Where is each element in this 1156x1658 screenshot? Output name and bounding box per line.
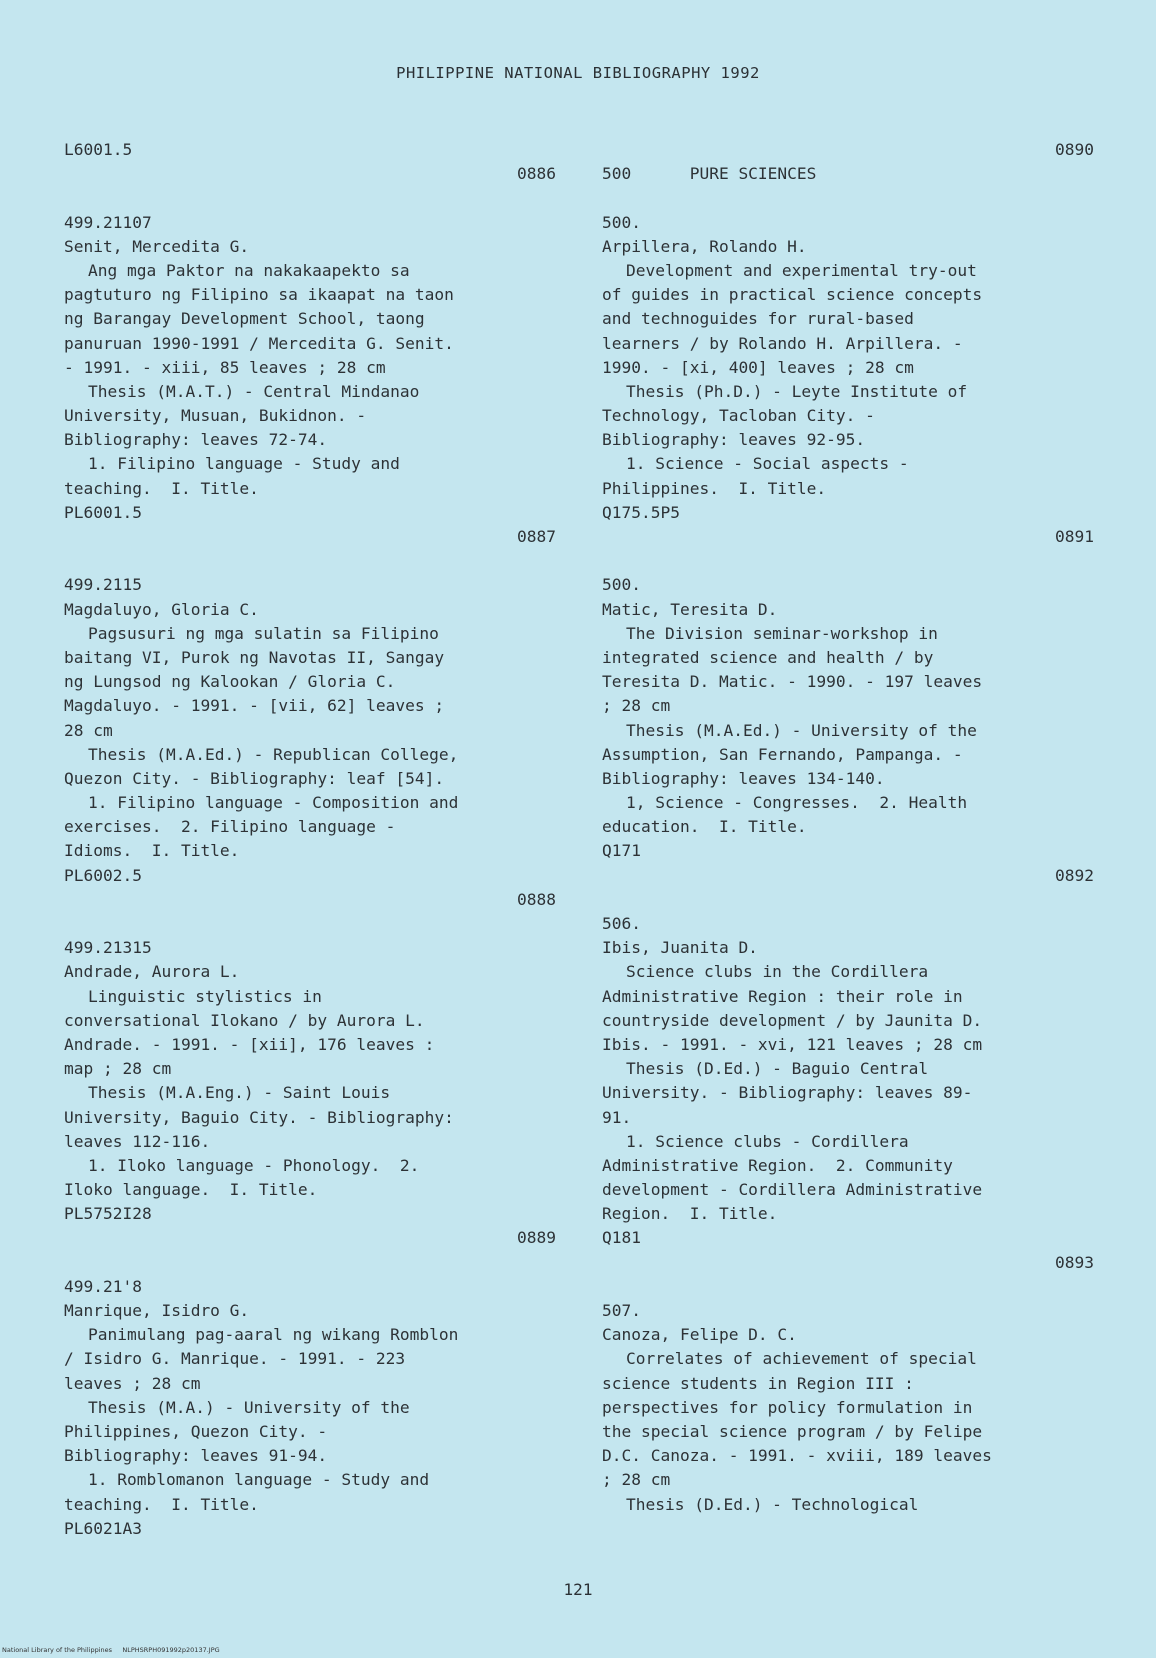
entry-line: 499.21315: [64, 938, 152, 958]
entry-line: development - Cordillera Administrative: [602, 1180, 983, 1200]
entry-number: 0890: [1055, 140, 1094, 159]
entry-line: Magdaluyo, Gloria C.: [64, 599, 259, 619]
entry-line: University. - Bibliography: leaves 89-: [602, 1083, 973, 1103]
entry-line: Thesis (M.A.Eng.) - Saint Louis: [88, 1083, 391, 1103]
entry-line: integrated science and health / by: [602, 647, 934, 667]
entry-line: ; 28 cm: [602, 696, 671, 716]
entry-line: Bibliography: leaves 134-140.: [602, 768, 885, 788]
entry-line: Thesis (Ph.D.) - Leyte Institute of: [626, 381, 968, 401]
entry-line: PL5752I28: [64, 1204, 152, 1224]
entry-line: Canoza, Felipe D. C.: [602, 1325, 797, 1345]
entry-line: Administrative Region. 2. Community: [602, 1155, 953, 1175]
entry-line: Q171: [602, 841, 641, 861]
page-header: PHILIPPINE NATIONAL BIBLIOGRAPHY 1992: [396, 64, 760, 82]
entry-line: Bibliography: leaves 91-94.: [64, 1446, 328, 1466]
entry-line: teaching. I. Title.: [64, 1494, 259, 1514]
entry-line: Science clubs in the Cordillera: [626, 962, 929, 982]
entry-line: Administrative Region : their role in: [602, 986, 963, 1006]
entry-line: Quezon City. - Bibliography: leaf [54].: [64, 768, 445, 788]
entry-line: ng Lungsod ng Kalookan / Gloria C.: [64, 672, 396, 692]
entry-line: 499.2115: [64, 575, 142, 595]
entry-line: Senit, Mercedita G.: [64, 236, 250, 256]
entry-line: Correlates of achievement of special: [626, 1349, 977, 1369]
entry-line: Q181: [602, 1228, 641, 1248]
entry-number: 0893: [1055, 1252, 1094, 1272]
blank-line: [602, 888, 1094, 912]
entry-line: teaching. I. Title.: [64, 478, 259, 498]
entry-line: Development and experimental try-out: [626, 260, 977, 280]
entry-line: Philippines, Quezon City. -: [64, 1421, 328, 1441]
entry-line: learners / by Rolando H. Arpillera. -: [602, 333, 963, 353]
blank-line: [602, 186, 1094, 210]
entry-line: / Isidro G. Manrique. - 1991. - 223: [64, 1349, 406, 1369]
entry-line: Thesis (D.Ed.) - Technological: [626, 1494, 919, 1514]
entry-line: Pagsusuri ng mga sulatin sa Filipino: [88, 623, 439, 643]
entry-line: 499.21107: [64, 212, 152, 232]
entry-line: 500 PURE SCIENCES: [602, 164, 817, 184]
entry-line: 1. Romblomanon language - Study and: [88, 1470, 430, 1490]
entry-line: ng Barangay Development School, taong: [64, 309, 425, 329]
blank-line: [64, 1251, 556, 1275]
entry-line: The Division seminar-workshop in: [626, 623, 938, 643]
entry-line: 1. Filipino language - Composition and: [88, 793, 459, 813]
entry-line: conversational Ilokano / by Aurora L.: [64, 1010, 425, 1030]
entry-line: Magdaluyo. - 1991. - [vii, 62] leaves ;: [64, 696, 445, 716]
entry-line: University, Baguio City. - Bibliography:: [64, 1107, 454, 1127]
left-column: [64, 138, 556, 1541]
entry-line: PL6002.5: [64, 865, 142, 885]
entry-number: 0889: [517, 1228, 556, 1248]
entry-line: 1990. - [xi, 400] leaves ; 28 cm: [602, 357, 914, 377]
entry-line: Thesis (D.Ed.) - Baguio Central: [626, 1059, 929, 1079]
entry-line: Technology, Tacloban City. -: [602, 406, 875, 426]
blank-line: [64, 912, 556, 936]
entry-line: 1. Science - Social aspects -: [626, 454, 909, 474]
entry-line: Teresita D. Matic. - 1990. - 197 leaves: [602, 672, 983, 692]
page-number: 121: [563, 1580, 593, 1599]
entry-line: exercises. 2. Filipino language -: [64, 817, 396, 837]
entry-line: Arpillera, Rolando H.: [602, 236, 807, 256]
entry-line: 500.: [602, 575, 641, 595]
entry-line: countryside development / by Jaunita D.: [602, 1010, 983, 1030]
entry-line: PL6021A3: [64, 1518, 142, 1538]
entry-line: D.C. Canoza. - 1991. - xviii, 189 leaves: [602, 1446, 992, 1466]
entry-line: L6001.5: [64, 140, 133, 159]
entry-line: and technoguides for rural-based: [602, 309, 914, 329]
blank-line: [64, 186, 556, 210]
entry-line: panuruan 1990-1991 / Mercedita G. Senit.: [64, 333, 454, 353]
entry-line: 500.: [602, 212, 641, 232]
entry-line: leaves 112-116.: [64, 1131, 211, 1151]
entry-line: Ibis, Juanita D.: [602, 938, 758, 958]
entry-line: leaves ; 28 cm: [64, 1373, 201, 1393]
entry-line: map ; 28 cm: [64, 1059, 172, 1079]
entry-line: 506.: [602, 914, 641, 933]
entry-number: 0886: [517, 164, 556, 184]
entry-line: Manrique, Isidro G.: [64, 1301, 250, 1320]
entry-line: of guides in practical science concepts: [602, 285, 983, 305]
entry-line: Q175.5P5: [602, 502, 680, 522]
entry-line: Region. I. Title.: [602, 1204, 778, 1224]
entry-line: baitang VI, Purok ng Navotas II, Sangay: [64, 647, 445, 667]
scan-footer-note: National Library of the Philippines NLPHSRPH091992p20137.JPG: [2, 1646, 220, 1654]
entry-number: 0887: [517, 527, 556, 546]
entry-line: 1. Iloko language - Phonology. 2.: [88, 1155, 420, 1175]
entry-line: Thesis (M.A.) - University of the: [88, 1397, 410, 1417]
blank-line: [602, 1275, 1094, 1299]
entry-line: Ibis. - 1991. - xvi, 121 leaves ; 28 cm: [602, 1034, 983, 1054]
blank-line: [602, 549, 1094, 573]
entry-line: Matic, Teresita D.: [602, 599, 778, 619]
entry-line: the special science program / by Felipe: [602, 1421, 983, 1441]
entry-line: 1. Filipino language - Study and: [88, 454, 400, 474]
entry-line: 1, Science - Congresses. 2. Health: [626, 793, 968, 813]
right-column: [602, 138, 1094, 1517]
entry-line: 499.21'8: [64, 1276, 142, 1296]
entry-line: Bibliography: leaves 92-95.: [602, 430, 866, 450]
entry-line: Panimulang pag-aaral ng wikang Romblon: [88, 1325, 459, 1345]
entry-line: Andrade, Aurora L.: [64, 962, 240, 982]
entry-line: Thesis (M.A.T.) - Central Mindanao: [88, 381, 420, 401]
entry-line: pagtuturo ng Filipino sa ikaapat na taon: [64, 285, 454, 305]
entry-line: science students in Region III :: [602, 1373, 914, 1393]
entry-line: Philippines. I. Title.: [602, 478, 827, 498]
entry-number: 0892: [1055, 865, 1094, 885]
entry-line: perspectives for policy formulation in: [602, 1397, 973, 1417]
entry-line: - 1991. - xiii, 85 leaves ; 28 cm: [64, 357, 386, 377]
entry-line: 91.: [602, 1107, 632, 1127]
entry-line: Bibliography: leaves 72-74.: [64, 430, 328, 450]
entry-line: education. I. Title.: [602, 817, 807, 837]
entry-number: 0891: [1055, 527, 1094, 546]
entry-line: Ang mga Paktor na nakakaapekto sa: [88, 260, 410, 280]
entry-line: Thesis (M.A.Ed.) - University of the: [626, 720, 977, 740]
entry-line: 28 cm: [64, 720, 113, 740]
blank-line: [64, 549, 556, 573]
entry-line: Iloko language. I. Title.: [64, 1180, 318, 1200]
entry-line: Andrade. - 1991. - [xii], 176 leaves :: [64, 1034, 435, 1054]
entry-line: Assumption, San Fernando, Pampanga. -: [602, 744, 963, 764]
entry-line: Thesis (M.A.Ed.) - Republican College,: [88, 744, 459, 764]
entry-line: PL6001.5: [64, 502, 142, 522]
entry-line: Idioms. I. Title.: [64, 841, 240, 861]
entry-line: University, Musuan, Bukidnon. -: [64, 406, 367, 426]
entry-line: 507.: [602, 1301, 641, 1320]
entry-line: Linguistic stylistics in: [88, 986, 322, 1006]
entry-line: ; 28 cm: [602, 1470, 671, 1490]
entry-line: 1. Science clubs - Cordillera: [626, 1131, 909, 1151]
entry-number: 0888: [517, 889, 556, 909]
